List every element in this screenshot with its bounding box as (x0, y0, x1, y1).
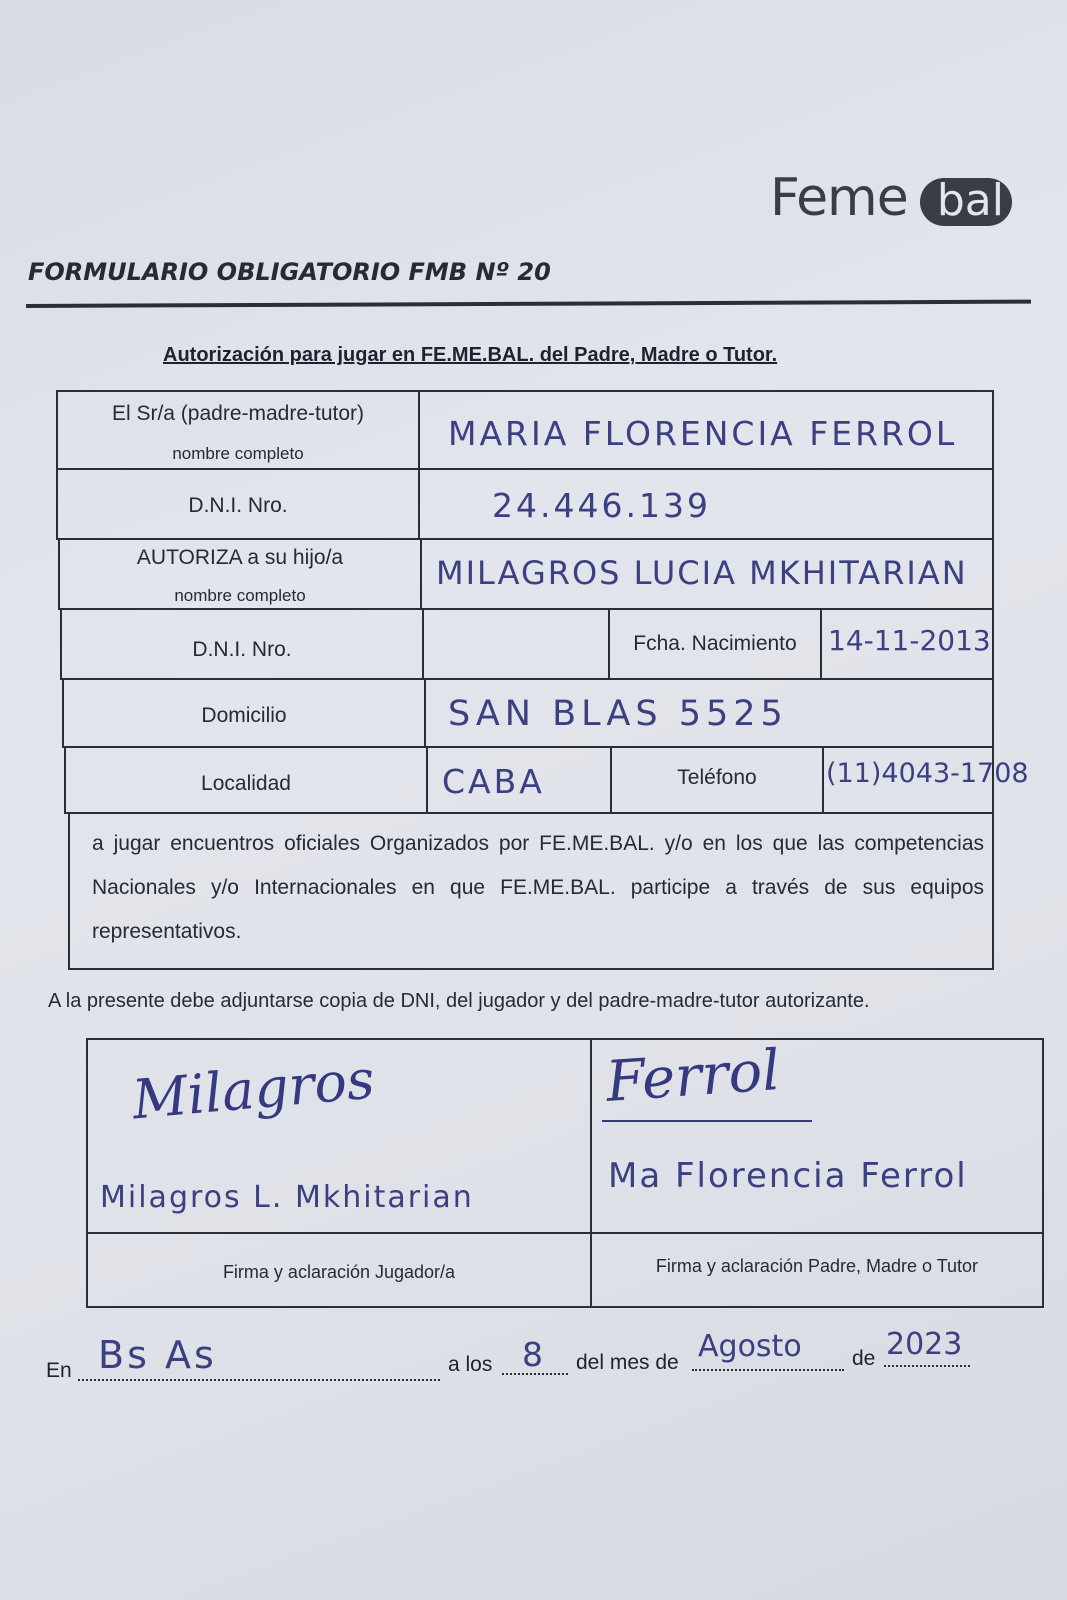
day: 8 (522, 1335, 546, 1374)
en-label: En (46, 1359, 72, 1382)
guardian-label-cell (56, 390, 420, 470)
month: Agosto (698, 1329, 802, 1364)
player-caption-cell (86, 1232, 592, 1308)
child-name: MILAGROS LUCIA MKHITARIAN (436, 554, 968, 592)
guardian-caption-cell (590, 1232, 1044, 1308)
child-dni-label-cell (60, 608, 424, 680)
child-sublabel: nombre completo (174, 586, 306, 605)
guardian-dni-cell (418, 468, 994, 540)
child-dni-label: D.N.I. Nro. (192, 638, 292, 661)
birth-label-cell (608, 608, 822, 680)
guardian-sublabel: nombre completo (172, 444, 304, 463)
city-label-cell (64, 746, 428, 814)
femebal-logo (770, 168, 1040, 238)
child-label: AUTORIZA a su hijo/a (136, 546, 344, 569)
address-cell (424, 678, 994, 748)
form-subtitle: Autorización para jugar en FE.ME.BAL. del Padre, Madre o Tutor. (163, 344, 778, 366)
phone-label: Teléfono (677, 766, 757, 789)
signature-stroke (602, 1120, 812, 1122)
phone: (11)4043-1708 (826, 758, 1029, 789)
address-label: Domicilio (201, 704, 287, 727)
dateline (46, 1327, 1006, 1395)
birth-date: 14-11-2013 (828, 624, 991, 657)
city-label: Localidad (201, 772, 291, 795)
signature-table (86, 1038, 1044, 1308)
player-clarification: Milagros L. Mkhitarian (100, 1180, 474, 1215)
month-line (692, 1369, 844, 1371)
year: 2023 (886, 1327, 963, 1362)
guardian-dni-label: D.N.I. Nro. (188, 494, 288, 517)
phone-label-cell (610, 746, 824, 814)
city: CABA (442, 762, 545, 801)
authorization-table (56, 390, 1029, 970)
form-title: FORMULARIO OBLIGATORIO FMB Nº 20 (28, 258, 551, 286)
day-label: a los (448, 1353, 493, 1376)
year-label: de (852, 1347, 876, 1370)
place: Bs As (98, 1333, 217, 1377)
guardian-signature-cell (590, 1038, 1044, 1234)
child-dni-cell (422, 608, 610, 680)
city-cell (426, 746, 612, 814)
attachment-note: A la presente debe adjuntarse copia de DNI, del jugador y del padre-madre-tutor autorizante. (48, 990, 870, 1012)
guardian-clarification: Ma Florencia Ferrol (608, 1156, 968, 1196)
birth-label: Fcha. Nacimiento (633, 632, 797, 655)
logo-pill: bal (920, 178, 1012, 226)
guardian-dni: 24.446.139 (492, 486, 711, 525)
authorization-text-cell (68, 812, 994, 970)
player-signature: Milagros (129, 1047, 377, 1132)
guardian-name-cell (418, 390, 994, 470)
year-line (884, 1365, 970, 1367)
logo-text: Feme (770, 168, 908, 228)
child-label-cell (58, 538, 422, 610)
month-label: del mes de (576, 1351, 679, 1374)
phone-cell (822, 746, 1029, 814)
authorization-text: a jugar encuentros oficiales Organizados por FE.ME.BAL. y/o en los que las competencias Nacionales y/o Internacionales en que FE.ME.BAL. participe a través de sus equipos representativos. (92, 832, 984, 943)
birth-date-cell (820, 608, 994, 680)
player-signature-cell (86, 1038, 592, 1234)
guardian-dni-label-cell (56, 468, 420, 540)
title-rule (26, 300, 1031, 308)
place-line (78, 1379, 440, 1381)
guardian-signature: Ferrol (603, 1038, 783, 1115)
address: SAN BLAS 5525 (448, 694, 788, 734)
child-name-cell (420, 538, 994, 610)
player-caption: Firma y aclaración Jugador/a (222, 1262, 456, 1282)
address-label-cell (62, 678, 426, 748)
guardian-caption: Firma y aclaración Padre, Madre o Tutor (655, 1256, 979, 1276)
guardian-label: El Sr/a (padre-madre-tutor) (111, 402, 365, 425)
guardian-name: MARIA FLORENCIA FERROL (448, 414, 958, 453)
